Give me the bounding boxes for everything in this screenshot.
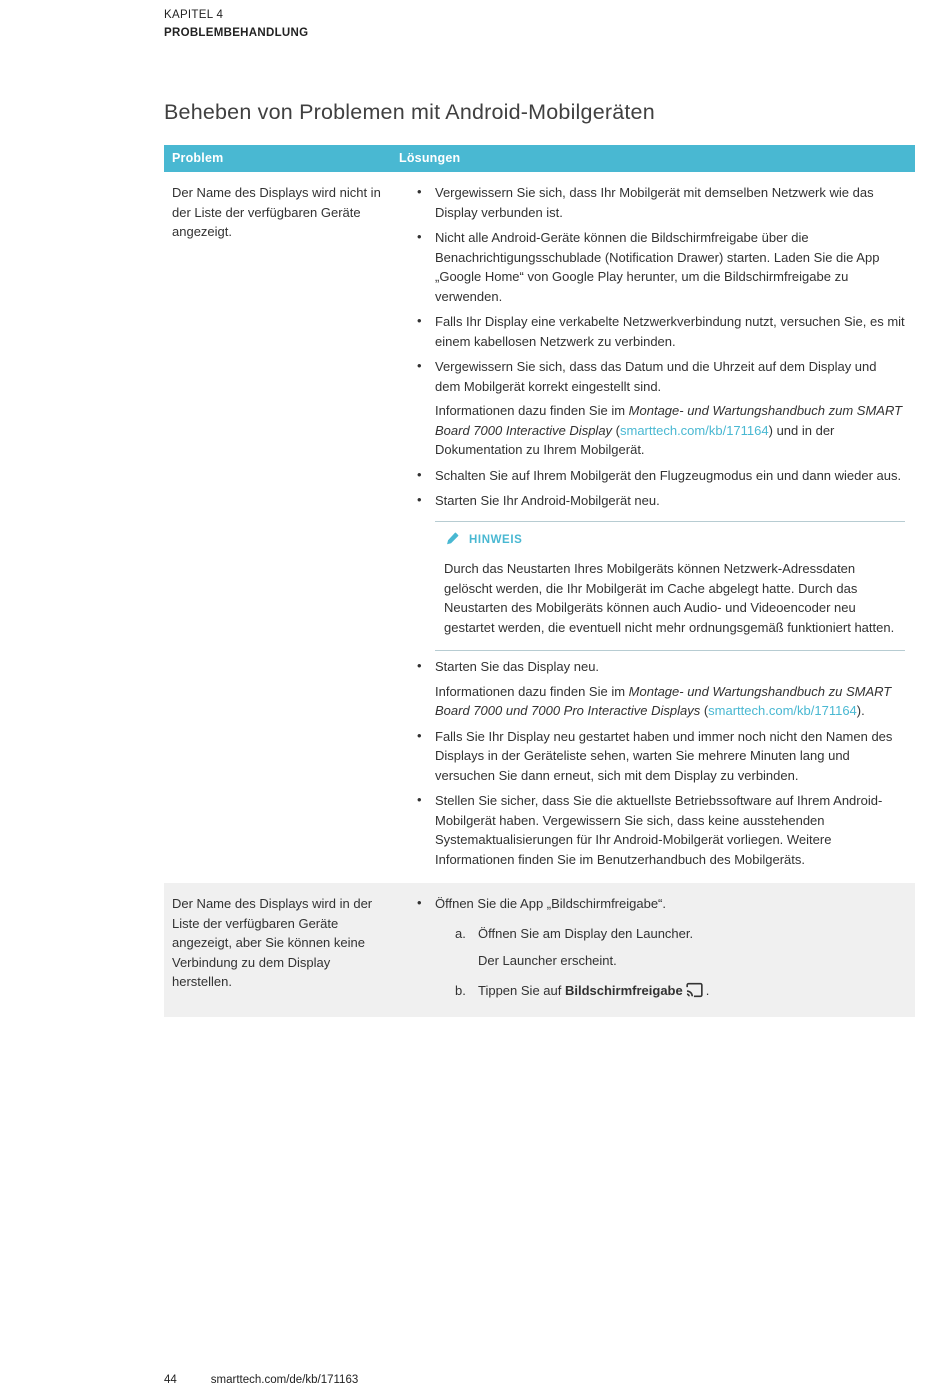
note-box <box>435 521 905 652</box>
solution-text: • Öffnen Sie die App „Bildschirmfreigabe“. <box>435 896 666 911</box>
chapter-header <box>164 9 308 39</box>
list-item <box>399 312 905 351</box>
screen-share-icon <box>685 982 704 1004</box>
solution-text: • Vergewissern Sie sich, dass das Datum und die Uhrzeit auf dem Display und dem Mobilgerät korrekt eingestellt sind. <box>435 359 877 394</box>
table-row-display-not-listed <box>164 172 915 883</box>
kb-link[interactable]: smarttech.com/kb/171164 <box>708 703 857 718</box>
table-header-row <box>164 145 915 172</box>
list-item <box>399 894 905 1003</box>
info-text: Informationen dazu finden Sie im <box>435 403 629 418</box>
solution-info-paragraph <box>435 682 905 721</box>
substep-body <box>478 924 905 971</box>
solution-text: • Starten Sie Ihr Android-Mobilgerät neu. <box>435 493 660 508</box>
footer-link[interactable]: smarttech.com/de/kb/171163 <box>210 1374 359 1386</box>
solution-text: • Falls Ihr Display eine verkabelte Netzwerkverbindung nutzt, versuchen Sie, es mit einem kabellosen Netzwerk zu verbinden. <box>435 314 905 349</box>
substep-text: Tippen Sie auf <box>478 982 565 998</box>
note-label: HINWEIS <box>469 533 523 546</box>
problem-cell <box>164 883 391 1017</box>
substep-a <box>455 924 905 971</box>
pencil-icon <box>446 531 459 551</box>
chapter-label: KAPITEL 4 <box>164 9 224 21</box>
list-item <box>399 357 905 460</box>
list-item <box>399 657 905 721</box>
page-title: Beheben von Problemen mit Android-Mobilgeräten <box>164 100 655 124</box>
manual-title: Montage- und Wartungshandbuch zu SMART Board 7000 und 7000 Pro Interactive Displays <box>435 683 892 718</box>
column-header-problem: Problem <box>164 145 391 172</box>
list-item <box>399 228 905 306</box>
app-name: Bildschirmfreigabe <box>564 982 683 998</box>
solution-text: • Schalten Sie auf Ihrem Mobilgerät den Flugzeugmodus ein und dann wieder aus. <box>435 467 902 483</box>
substep-text: Öffnen Sie am Display den Launcher. <box>478 925 694 941</box>
note-header <box>444 531 905 551</box>
troubleshooting-table <box>164 145 915 1017</box>
list-item <box>399 727 905 786</box>
kb-link[interactable]: smarttech.com/kb/171164 <box>620 422 769 438</box>
info-text: ( <box>612 422 620 438</box>
page-footer <box>164 1374 358 1386</box>
manual-title: Montage- und Wartungshandbuch zum SMART Board 7000 Interactive Display <box>435 403 903 438</box>
solution-info-paragraph <box>435 401 905 460</box>
solution-text: • Vergewissern Sie sich, dass Ihr Mobilgerät mit demselben Netzwerk wie das Display verbunden ist. <box>435 185 874 220</box>
solution-text: • Starten Sie das Display neu. <box>435 659 600 674</box>
substep-label: b. <box>455 982 466 998</box>
substep-result: Der Launcher erscheint. <box>478 953 617 968</box>
list-item <box>399 791 905 869</box>
substep-b <box>455 981 905 1004</box>
list-item <box>399 491 905 651</box>
solutions-list <box>399 183 905 869</box>
problem-cell <box>164 172 391 883</box>
substep-label: a. <box>455 925 466 941</box>
solution-text: • Stellen Sie sicher, dass Sie die aktuellste Betriebssoftware auf Ihrem Android-Mobilgerät haben. Vergewissern Sie sich, dass keine ausstehenden Systemaktualisierungen für Ihr Android-Mobilgerät vorliegen. Weitere Informationen finden Sie im Benutzerhandbuch des Mobilgeräts. <box>435 793 883 867</box>
info-text: ) und in der Dokumentation zu Ihrem Mobilgerät. <box>435 422 835 457</box>
note-text: Durch das Neustarten Ihres Mobilgeräts können Netzwerk-Adressdaten gelöscht werden, die Ihr Mobilgerät im Cache abgelegt hatte. Durch das Neustarten des Mobilgeräts können auch Audio- und Videoencoder neu gestartet werden, die eventuell nicht mehr ordnungsgemäß funktioniert hatten. <box>444 561 895 635</box>
problem-text: Der Name des Displays wird nicht in der Liste der verfügbaren Geräte angezeigt. <box>172 185 381 239</box>
table-row-cannot-connect <box>164 883 915 1017</box>
column-header-solutions: Lösungen <box>391 145 915 172</box>
substep-list <box>435 924 905 1004</box>
solutions-cell <box>391 883 915 1017</box>
list-item <box>399 466 905 486</box>
list-item <box>399 183 905 222</box>
solutions-cell <box>391 172 915 883</box>
problem-text: Der Name des Displays wird in der Liste der verfügbaren Geräte angezeigt, aber Sie können keine Verbindung zu dem Display herstellen. <box>172 896 373 989</box>
solution-text: • Falls Sie Ihr Display neu gestartet haben und immer noch nicht den Namen des Displays in der Geräteliste sehen, warten Sie mehrere Minuten lang und versuchen Sie dann erneut, sich mit dem Display zu verbinden. <box>435 728 893 783</box>
chapter-section-title: PROBLEMBEHANDLUNG <box>164 27 309 39</box>
info-text: ( <box>700 703 709 718</box>
substep-body <box>478 981 905 1004</box>
info-text: ). <box>856 703 865 718</box>
info-text: Informationen dazu finden Sie im <box>435 683 629 699</box>
solution-text: • Nicht alle Android-Geräte können die Bildschirmfreigabe über die Benachrichtigungsschublade (Notification Drawer) starten. Laden Sie die App „Google Home“ von Google Play herunter, um die Bildschirmfreigabe zu verwenden. <box>435 230 880 304</box>
solutions-list <box>399 894 905 1003</box>
page-number: 44 <box>164 1374 177 1386</box>
substep-text: . <box>705 982 710 998</box>
